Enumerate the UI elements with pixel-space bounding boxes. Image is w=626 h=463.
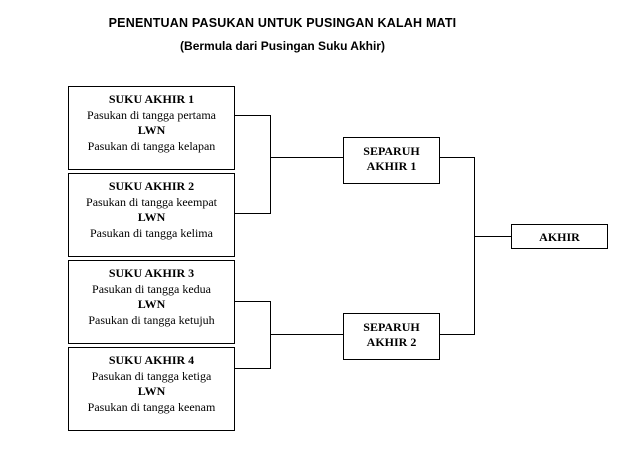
quarterfinal-3-box	[68, 260, 235, 344]
semifinal-1-line2: AKHIR 1	[366, 159, 417, 173]
quarterfinal-2-versus: LWN	[137, 210, 166, 224]
quarterfinal-1-versus: LWN	[137, 123, 166, 137]
page-subtitle: (Bermula dari Pusingan Suku Akhir)	[180, 39, 385, 53]
quarterfinal-2-box	[68, 173, 235, 257]
connector-qf2	[235, 158, 271, 214]
connector-qf3	[235, 302, 271, 335]
quarterfinal-4-versus: LWN	[137, 384, 166, 398]
quarterfinal-1-team-b: Pasukan di tangga kelapan	[87, 138, 216, 153]
quarterfinal-2-team-b: Pasukan di tangga kelima	[90, 225, 213, 240]
final-box	[511, 224, 608, 249]
quarterfinal-3-team-a: Pasukan di tangga kedua	[92, 281, 211, 296]
page-title: PENENTUAN PASUKAN UNTUK PUSINGAN KALAH MATI	[108, 16, 457, 30]
quarterfinal-1-team-a: Pasukan di tangga pertama	[87, 107, 216, 122]
connector-sf2-out	[440, 237, 475, 335]
semifinal-1-line1: SEPARUH	[363, 144, 420, 158]
quarterfinal-1-heading: SUKU AKHIR 1	[108, 92, 195, 106]
quarterfinal-2-team-a: Pasukan di tangga keempat	[86, 194, 217, 209]
connector-qf1	[235, 116, 271, 158]
quarterfinal-3-heading: SUKU AKHIR 3	[108, 266, 195, 280]
quarterfinal-4-heading: SUKU AKHIR 4	[108, 353, 195, 367]
semifinal-2-line1: SEPARUH	[363, 320, 420, 334]
semifinal-1-box	[343, 137, 440, 184]
connector-qf4	[235, 335, 271, 369]
connector-sf1-out	[440, 158, 475, 237]
quarterfinal-3-team-b: Pasukan di tangga ketujuh	[88, 312, 215, 327]
semifinal-2-box	[343, 313, 440, 360]
quarterfinal-4-team-b: Pasukan di tangga keenam	[87, 399, 216, 414]
final-label: AKHIR	[539, 230, 580, 244]
quarterfinal-4-team-a: Pasukan di tangga ketiga	[91, 368, 212, 383]
quarterfinal-1-box	[68, 86, 235, 170]
quarterfinal-4-box	[68, 347, 235, 431]
quarterfinal-3-versus: LWN	[137, 297, 166, 311]
semifinal-2-line2: AKHIR 2	[366, 335, 417, 349]
quarterfinal-2-heading: SUKU AKHIR 2	[108, 179, 195, 193]
